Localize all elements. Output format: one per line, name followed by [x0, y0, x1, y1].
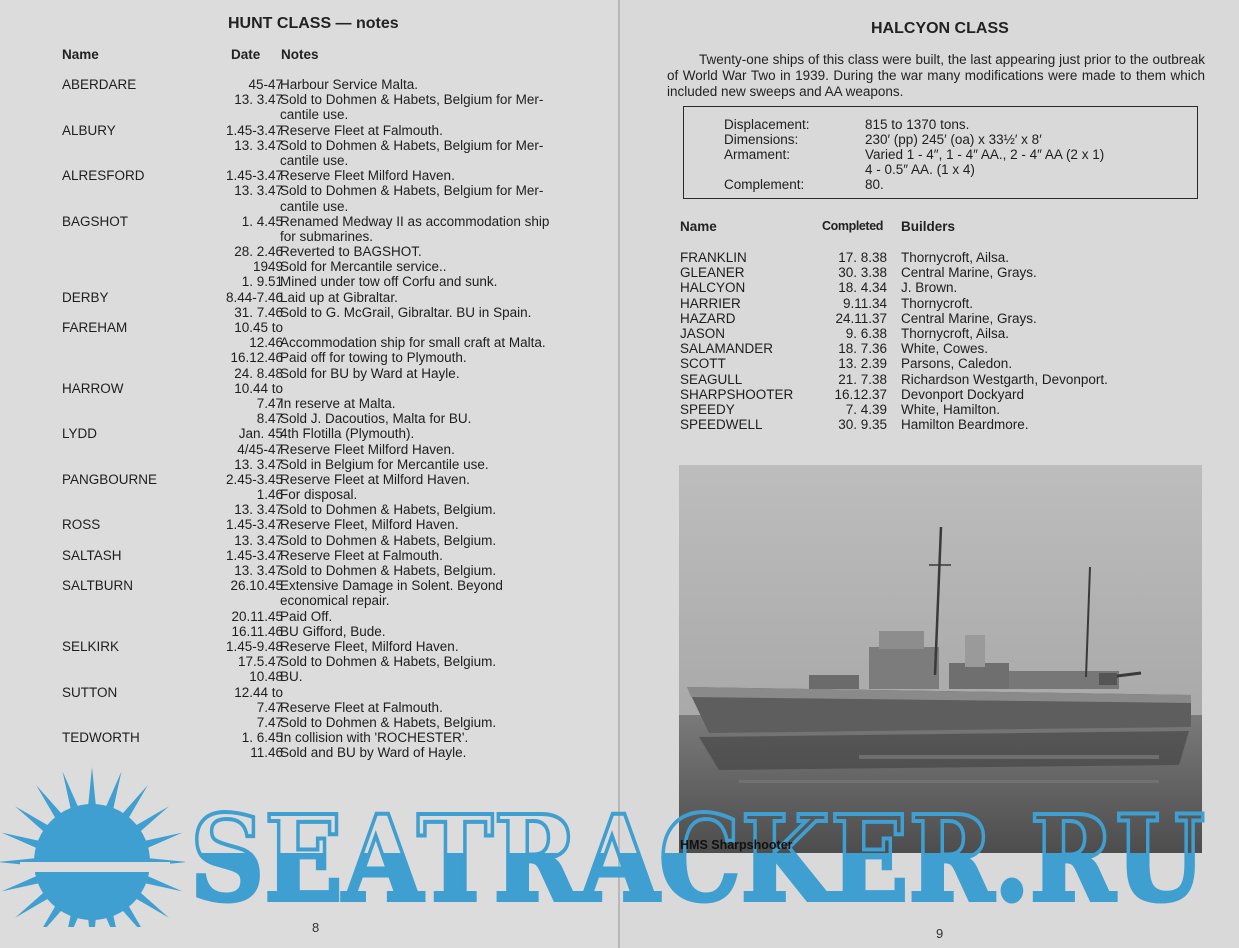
event-date: Jan. 45 [238, 426, 283, 442]
event-date: 8.44-7.46 [225, 289, 283, 305]
ship-name: SALTBURN [62, 578, 134, 594]
table-row [680, 280, 1200, 295]
table-row [62, 77, 618, 92]
table-row [62, 244, 618, 259]
table-row [680, 326, 1200, 341]
sun-ray [88, 767, 96, 806]
event-date: 1.45-9.48 [225, 638, 283, 654]
event-note: Harbour Service Malta. [280, 77, 419, 92]
builder: Thornycroft, Ailsa. [901, 250, 1010, 265]
event-note: For disposal. [280, 487, 358, 503]
table-row [62, 153, 618, 168]
event-note: In collision with 'ROCHESTER'. [280, 730, 469, 746]
sun-ray [2, 833, 41, 849]
ship-name: DERBY [62, 289, 109, 305]
event-date: 10.48 [249, 669, 283, 685]
table-row [680, 341, 1200, 356]
builder: Devonport Dockyard [901, 386, 1025, 402]
completed-date: 7. 4.39 [845, 401, 887, 417]
event-date: 1.45-3.47 [225, 517, 283, 533]
ship-name: ABERDARE [62, 77, 137, 92]
table-row [62, 457, 618, 472]
ship-name: BAGSHOT [62, 213, 129, 229]
table-row [62, 305, 618, 320]
hunt-header-notes: Notes [281, 47, 319, 62]
table-row [62, 199, 618, 214]
table-row [62, 381, 618, 396]
photo-caption: HMS Sharpshooter [680, 838, 793, 852]
table-row [62, 639, 618, 654]
event-note: Reserve Fleet, Milford Haven. [280, 517, 459, 533]
table-row [62, 593, 618, 608]
builder: Hamilton Beardmore. [901, 417, 1029, 433]
event-note: Reserve Fleet at Falmouth. [280, 547, 443, 563]
event-note: Reserve Fleet at Falmouth. [280, 122, 443, 138]
table-row [62, 290, 618, 305]
event-note: BU Gifford, Bude. [280, 623, 386, 639]
event-date: 16.12.46 [230, 350, 283, 366]
event-date: 24. 8.48 [234, 365, 283, 381]
event-date: 1. 6.45 [241, 730, 283, 746]
event-date: 1. 9.51 [241, 274, 283, 290]
event-note: Sold to Dohmen & Habets, Belgium. [280, 654, 497, 670]
sun-ray [63, 772, 79, 811]
intro-paragraph: Twenty-one ships of this class were built, the last appearing just prior to the outbreak of World War Two in 1939. During the war many modifications were made to them which included new sweeps and AA weapons. [667, 52, 1205, 99]
event-date: 1.46 [256, 487, 283, 503]
event-date: 4/45-47 [237, 441, 283, 457]
event-date: 26.10.45 [230, 578, 283, 594]
ship-name: SALTASH [62, 547, 122, 563]
event-date: 31. 7.46 [234, 304, 283, 320]
table-row [680, 265, 1200, 280]
sun-ray [106, 772, 122, 811]
event-date: 12.44 to [234, 684, 283, 700]
event-date: 13. 3.47 [234, 563, 283, 578]
ship-name: FRANKLIN [680, 250, 747, 265]
sun-ray [144, 876, 183, 892]
ship-name: ALRESFORD [62, 168, 145, 184]
ship-name: ALBURY [62, 122, 116, 138]
table-row [680, 372, 1200, 387]
table-row [680, 402, 1200, 417]
event-note: Reserve Fleet at Falmouth. [280, 699, 443, 715]
table-row [62, 654, 618, 669]
spec-label: Armament: [724, 147, 791, 162]
table-row [62, 426, 618, 441]
ship-name: HALCYON [680, 280, 746, 296]
table-row [62, 396, 618, 411]
completed-date: 18. 4.34 [838, 280, 887, 296]
hunt-header-name: Name [62, 47, 99, 62]
event-note: Extensive Damage in Solent. Beyond [280, 578, 503, 594]
ship-name: PANGBOURNE [62, 471, 158, 487]
ship-name: SELKIRK [62, 638, 120, 654]
table-row [680, 417, 1200, 432]
event-note: Paid Off. [280, 608, 333, 624]
event-date: 7.47 [256, 395, 283, 411]
table-row [62, 107, 618, 122]
ship-name: SHARPSHOOTER [680, 386, 794, 402]
completed-date: 18. 7.36 [838, 341, 887, 357]
table-row [62, 548, 618, 563]
table-row [680, 311, 1200, 326]
event-note: Sold to Dohmen & Habets, Belgium for Mer- [280, 92, 544, 108]
table-row [62, 563, 618, 578]
ship-name: SCOTT [680, 356, 726, 372]
ship-name: HARRIER [680, 295, 741, 311]
event-date: 2.45-3.45 [225, 471, 283, 487]
event-date: 13. 3.47 [234, 183, 283, 199]
table-row [62, 624, 618, 639]
ship-name: SEAGULL [680, 371, 743, 387]
event-note: cantile use. [280, 152, 349, 168]
sun-ray [15, 806, 49, 832]
completed-date: 24.11.37 [835, 310, 887, 326]
event-date: 8.47 [256, 411, 283, 427]
table-row [680, 250, 1200, 265]
spec-label: Displacement: [724, 117, 810, 132]
spec-label: Complement: [724, 177, 805, 192]
event-note: Sold to G. McGrail, Gibraltar. BU in Spain. [280, 304, 532, 320]
event-note: Sold in Belgium for Mercantile use. [280, 456, 489, 472]
sun-ray [2, 876, 41, 892]
sun-ray [15, 892, 49, 918]
event-note: Reserve Fleet, Milford Haven. [280, 638, 459, 654]
completed-date: 30. 9.35 [838, 417, 887, 433]
event-date: 13. 3.47 [234, 502, 283, 518]
table-row [680, 387, 1200, 402]
watermark-text: SEATRACKER.RU [190, 800, 1205, 910]
table-row [62, 533, 618, 548]
event-note: BU. [280, 669, 303, 685]
page-number-right: 9 [936, 926, 944, 941]
table-row [680, 356, 1200, 371]
halcyon-header-builders: Builders [901, 219, 956, 234]
builder: Richardson Westgarth, Devonport. [901, 371, 1108, 387]
event-date: 28. 2.46 [234, 244, 283, 260]
event-note: cantile use. [280, 107, 349, 123]
spec-value: 230′ (pp) 245′ (oa) x 33½′ x 8′ [865, 132, 1042, 147]
event-date: 11.46 [250, 745, 283, 761]
event-note: 4th Flotilla (Plymouth). [280, 426, 415, 442]
table-row [62, 442, 618, 457]
spec-value: 815 to 1370 tons. [865, 117, 970, 132]
table-row [62, 335, 618, 350]
event-note: Paid off for towing to Plymouth. [280, 350, 467, 366]
builder: J. Brown. [901, 280, 958, 296]
event-date: 1. 4.45 [241, 213, 283, 229]
event-date: 1.45-3.47 [225, 122, 283, 138]
sun-ray [135, 806, 169, 832]
table-row [62, 609, 618, 624]
sun-ray [135, 892, 169, 918]
ship-name: SALAMANDER [680, 341, 774, 357]
hunt-class-title: HUNT CLASS — notes [228, 15, 399, 32]
halcyon-header-completed: Completed [822, 219, 883, 233]
event-note: Reserve Fleet Milford Haven. [280, 168, 455, 184]
event-date: 1949 [252, 259, 283, 275]
event-date: 10.45 to [234, 320, 283, 335]
builder: Central Marine, Grays. [901, 265, 1037, 281]
event-date: 10.44 to [234, 380, 283, 396]
table-row [62, 745, 618, 760]
table-row [62, 320, 618, 335]
table-row [62, 715, 618, 730]
halcyon-class-title: HALCYON CLASS [871, 20, 1009, 37]
ship-name: HAZARD [680, 310, 736, 326]
table-row [62, 502, 618, 517]
event-note: Reverted to BAGSHOT. [280, 244, 422, 260]
event-note: Mined under tow off Corfu and sunk. [280, 274, 498, 290]
ship-name: LYDD [62, 426, 98, 442]
event-note: Sold for BU by Ward at Hayle. [280, 365, 460, 381]
ship-name: GLEANER [680, 265, 745, 281]
table-row [62, 578, 618, 593]
ship-photo [679, 465, 1202, 853]
completed-date: 9.11.34 [842, 295, 887, 311]
ship-name: FAREHAM [62, 320, 128, 335]
ship-name: SPEEDY [680, 401, 735, 417]
event-date: 13. 3.47 [234, 532, 283, 548]
event-note: for submarines. [280, 228, 374, 244]
event-note: Sold for Mercantile service.. [280, 259, 447, 275]
builder: Central Marine, Grays. [901, 310, 1037, 326]
builder: Thornycroft. [901, 295, 974, 311]
halcyon-intro [667, 52, 1205, 100]
event-date: 20.11.45 [231, 608, 283, 624]
builder: Parsons, Caledon. [901, 356, 1013, 372]
event-date: 12.46 [249, 335, 283, 351]
event-date: 13. 3.47 [234, 137, 283, 153]
completed-date: 17. 8.38 [838, 250, 887, 265]
table-row [62, 229, 618, 244]
completed-date: 16.12.37 [834, 386, 887, 402]
event-date: 7.47 [256, 699, 283, 715]
event-date: 17.5.47 [237, 654, 283, 670]
ship-name: JASON [680, 325, 726, 341]
event-note: In reserve at Malta. [280, 395, 396, 411]
event-date: 7.47 [256, 714, 283, 730]
sun-ray [36, 785, 62, 819]
table-row [62, 366, 618, 381]
table-row [62, 700, 618, 715]
halcyon-ships-table [680, 250, 1200, 432]
table-row [680, 296, 1200, 311]
table-row [62, 669, 618, 684]
completed-date: 21. 7.38 [838, 371, 887, 387]
table-row [62, 259, 618, 274]
event-date: 13. 3.47 [234, 456, 283, 472]
table-row [62, 730, 618, 745]
spec-value: 4 - 0.5″ AA. (1 x 4) [865, 162, 975, 177]
ship-name: SUTTON [62, 684, 118, 700]
sun-logo-icon [0, 762, 185, 927]
hunt-notes-table [62, 77, 618, 760]
event-note: Sold to Dohmen & Habets, Belgium. [280, 502, 497, 518]
event-note: Sold to Dohmen & Habets, Belgium. [280, 714, 497, 730]
builder: White, Cowes. [901, 341, 989, 357]
event-note: Sold J. Dacoutios, Malta for BU. [280, 411, 472, 427]
builder: Thornycroft, Ailsa. [901, 325, 1010, 341]
table-row [62, 138, 618, 153]
table-row [62, 350, 618, 365]
event-note: Laid up at Gibraltar. [280, 289, 398, 305]
table-row [62, 685, 618, 700]
event-note: Sold and BU by Ward of Hayle. [280, 745, 467, 761]
event-note: Sold to Dohmen & Habets, Belgium for Mer- [280, 183, 544, 199]
table-row [62, 274, 618, 289]
event-date: 16.11.46 [231, 623, 283, 639]
sun-ray [122, 785, 148, 819]
event-date: 1.45-3.47 [225, 168, 283, 184]
table-row [62, 517, 618, 532]
event-note: Reserve Fleet at Milford Haven. [280, 471, 470, 487]
ship-name: ROSS [62, 517, 101, 533]
ship-photo-image [679, 465, 1202, 853]
event-note: Reserve Fleet Milford Haven. [280, 441, 455, 457]
ship-name: TEDWORTH [62, 730, 140, 746]
table-row [62, 214, 618, 229]
spec-value: 80. [865, 177, 884, 192]
seatracker-watermark [190, 800, 1210, 910]
completed-date: 13. 2.39 [838, 356, 887, 372]
halcyon-header-name: Name [680, 219, 717, 234]
table-row [62, 472, 618, 487]
spec-label: Dimensions: [724, 132, 799, 147]
table-row [62, 487, 618, 502]
table-row [62, 183, 618, 198]
table-row [62, 168, 618, 183]
event-date: 45-47 [248, 77, 283, 92]
event-date: 13. 3.47 [234, 92, 283, 108]
page-number-left: 8 [312, 920, 320, 935]
spec-value: Varied 1 - 4″, 1 - 4″ AA., 2 - 4″ AA (2 x 1) [865, 147, 1105, 162]
builder: White, Hamilton. [901, 401, 1001, 417]
sun-ray [144, 833, 183, 849]
event-date: 1.45-3.47 [225, 547, 283, 563]
ship-name: SPEEDWELL [680, 417, 763, 433]
hunt-header-date: Date [231, 47, 261, 62]
specifications-box [683, 106, 1198, 199]
event-note: Sold to Dohmen & Habets, Belgium. [280, 532, 497, 548]
event-note: cantile use. [280, 198, 349, 214]
event-note: Accommodation ship for small craft at Malta. [280, 335, 546, 351]
event-note: Sold to Dohmen & Habets, Belgium. [280, 563, 497, 578]
table-row [62, 411, 618, 426]
ship-name: HARROW [62, 380, 124, 396]
completed-date: 9. 6.38 [845, 325, 887, 341]
event-note: Renamed Medway II as accommodation ship [280, 213, 550, 229]
table-row [62, 92, 618, 107]
table-row [62, 123, 618, 138]
completed-date: 30. 3.38 [838, 265, 887, 281]
event-note: economical repair. [280, 593, 390, 609]
event-note: Sold to Dohmen & Habets, Belgium for Mer- [280, 137, 544, 153]
